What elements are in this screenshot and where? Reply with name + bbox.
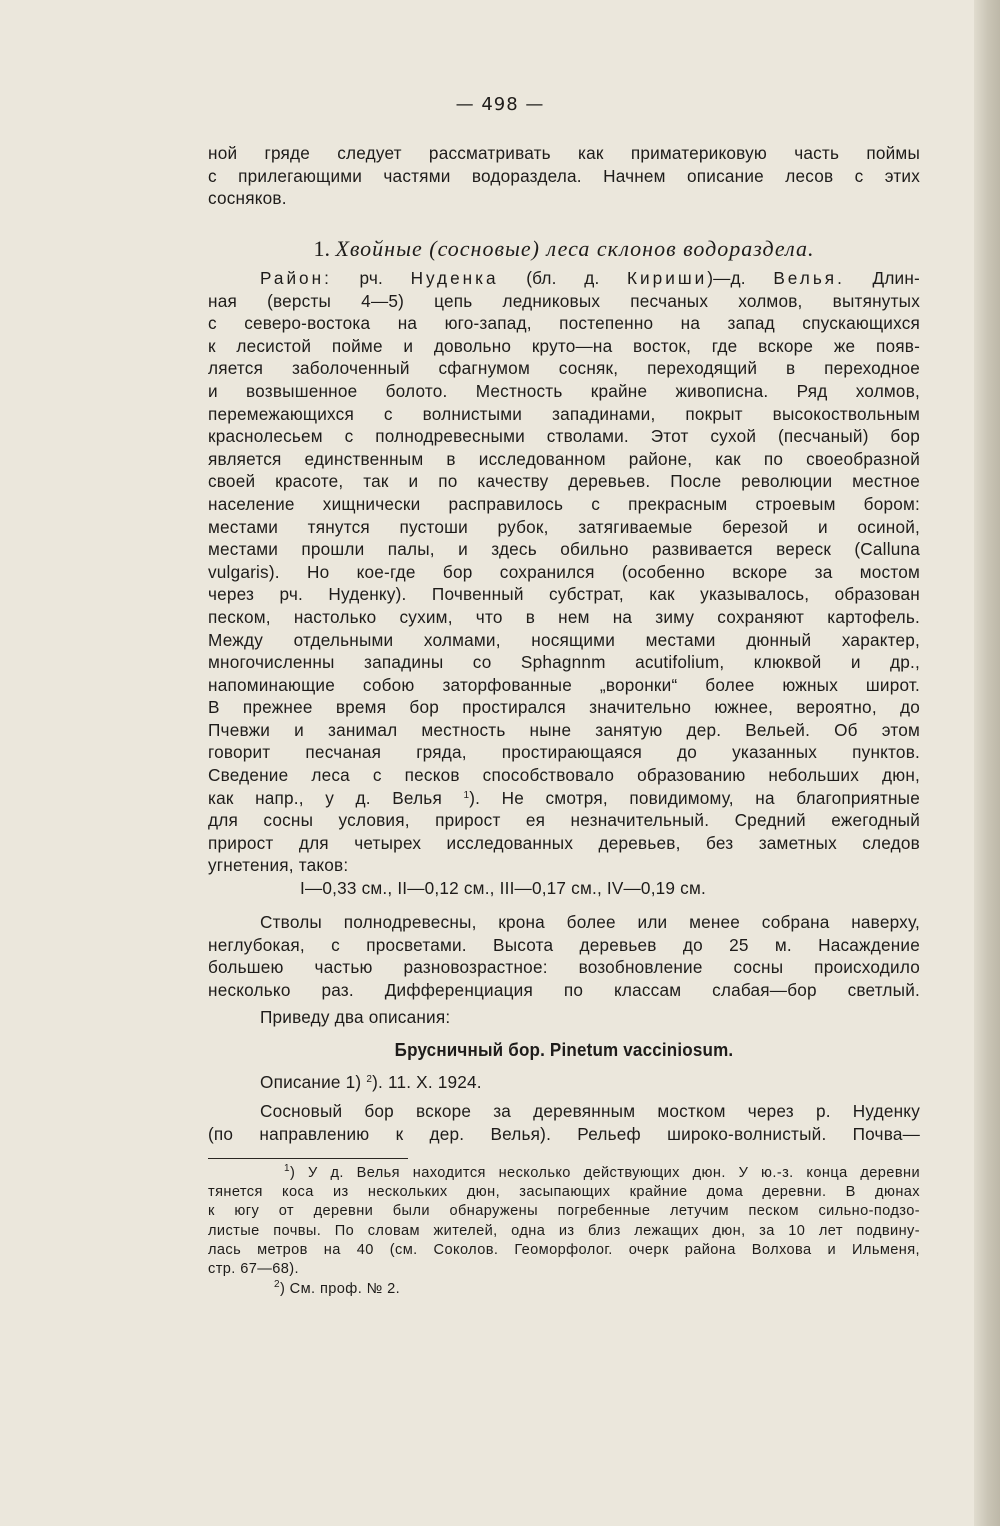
text-line: является единственным в исследованном районе, как по своеобразной xyxy=(208,448,920,469)
place-velya: Велья. xyxy=(773,268,845,288)
text-line: листые почвы. По словам жителей, одна из близ лежащих дюн, за 10 лет подвину- xyxy=(208,1222,920,1239)
page-number: — 498 — xyxy=(455,94,545,115)
text-line: стр. 67—68). xyxy=(208,1260,299,1277)
text-line: местами тянутся пустоши рубок, затягиваемые березой и осиной, xyxy=(208,516,920,537)
text-line: своей красоте, так и по качеству деревьев. После революции местное xyxy=(208,471,920,492)
paren-open: (бл. д. xyxy=(526,268,600,288)
text-line: Пчевжи и занимал местность ныне занятую дер. Вельей. Об этом xyxy=(208,719,920,740)
text-line: угнетения, таков: xyxy=(208,855,349,876)
intro-paragraph xyxy=(208,142,920,210)
text-line: неглубокая, с просветами. Высота деревьев до 25 м. Насаждение xyxy=(208,934,920,955)
text-line: Приведу два описания: xyxy=(260,1007,451,1027)
footnote-1 xyxy=(208,1164,920,1279)
text-line: В прежнее время бор простирался значительно южнее, вероятно, до xyxy=(208,697,920,718)
text-line: Стволы полнодревесны, крона более или менее собрана наверху, xyxy=(260,912,920,932)
text-line: и возвышенное болото. Местность крайне живописна. Ряд холмов, xyxy=(208,380,920,401)
footnote-ref: 1 xyxy=(463,789,470,801)
rayon-label: Район: xyxy=(260,268,332,288)
place-nudenka: Нуденка xyxy=(410,268,499,288)
text-line: перемежающихся с волнистыми западинами, покрыт высокоствольным xyxy=(208,403,920,424)
river-label: рч. xyxy=(359,268,384,288)
text-line xyxy=(208,267,920,290)
text-line: сосняков. xyxy=(208,188,287,209)
text-line: многочисленны западины со Sphagnnm acutifolium, клюквой и др., xyxy=(208,652,920,673)
section-heading xyxy=(208,236,920,262)
description-date: ). 11. X. 1924. xyxy=(372,1072,482,1092)
text-line: говорит песчаная гряда, простирающаяся до указанных пунктов. xyxy=(208,742,920,763)
description-label xyxy=(208,1071,920,1094)
text-line: большею частью разновозрастное: возобновление сосны происходило xyxy=(208,957,920,978)
text-line: к югу от деревни были обнаружены погребенные летучим песком сильно-подзо- xyxy=(208,1203,920,1220)
text-line: к лесистой пойме и довольно круто—на восток, где вскоре же появ- xyxy=(208,335,920,356)
text-line xyxy=(208,1071,920,1094)
text-line: краснолесьем с полнодревесными стволами. Этот сухой (песчаный) бор xyxy=(208,426,920,447)
text-line: с прилегающими частями водораздела. Начнем описание лесов с этих xyxy=(208,165,920,186)
text-line: (по направлению к дер. Велья). Рельеф широко-волнистый. Почва— xyxy=(208,1123,920,1144)
text-line: для сосны условия, прирост ея незначительный. Средний ежегодный xyxy=(208,810,920,831)
line-tail: Длин- xyxy=(872,268,920,288)
subsection-heading: Брусничный бор. Pinetum vacciniosum. xyxy=(394,1039,734,1060)
ref-line-after: ). Не смотря, повидимому, на благоприятные xyxy=(469,787,920,808)
text-line: тянется коса из нескольких дюн, засыпающих крайние дома деревни. В дюнах xyxy=(208,1184,920,1201)
text-line: ная (версты 4—5) цепь ледниковых песчаных холмов, вытянутых xyxy=(208,290,920,311)
footnote-separator xyxy=(208,1158,408,1159)
footnote-mark: 1 xyxy=(284,1163,290,1174)
text-line: через рч. Нуденку). Почвенный субстрат, как указывалось, образован xyxy=(208,584,920,605)
section-number: 1. xyxy=(313,236,330,261)
text-line: с северо-востока на юго-запад, постепенно на запад спускающихся xyxy=(208,313,920,334)
paragraph-description xyxy=(208,1100,920,1145)
text-line xyxy=(208,1280,920,1299)
text-line xyxy=(208,1164,920,1183)
text-line: Сосновый бор вскоре за деревянным мостком через р. Нуденку xyxy=(260,1101,920,1121)
footnote-mark: 2 xyxy=(274,1279,280,1290)
growth-values: I—0,33 см., II—0,12 см., III—0,17 см., IV—0,19 см. xyxy=(300,878,706,899)
text-line: несколько раз. Дифференциация по классам слабая—бор светлый. xyxy=(208,979,920,1000)
book-spine-shadow xyxy=(974,0,1000,1526)
text-line: прирост для четырех исследованных деревьев, без заметных следов xyxy=(208,832,920,853)
text-line: Сведение леса с песков способствовало образованию небольших дюн, xyxy=(208,765,920,786)
text-line: местами прошли палы, и здесь обильно развивается вереск (Calluna xyxy=(208,539,920,560)
text-line: Между отдельными холмами, носящими местами дюнный характер, xyxy=(208,629,920,650)
text-line: vulgaris). Но кое-где бор сохранился (особенно вскоре за мостом xyxy=(208,561,920,582)
footnote-text: ) См. проф. № 2. xyxy=(279,1281,401,1297)
footnote-ref: 2 xyxy=(366,1074,373,1085)
paragraph-stems xyxy=(208,911,920,1001)
text-line xyxy=(208,787,920,810)
section-title: Хвойные (сосновые) леса склонов водораздела. xyxy=(335,236,815,261)
place-kirishi: Кириши xyxy=(627,268,708,288)
footnote-2 xyxy=(208,1280,920,1299)
main-paragraph xyxy=(208,267,920,900)
text-line: ляется заболоченный сфагнумом сосняк, переходящий в переходное xyxy=(208,358,920,379)
description-number: Описание 1) xyxy=(260,1072,362,1092)
text-line: ной гряде следует рассматривать как приматериковую часть поймы xyxy=(208,143,920,163)
text-line: лась метров на 40 (см. Соколов. Геоморфолог. очерк района Волхова и Ильменя, xyxy=(208,1241,920,1258)
text-line: напоминающие собою заторфованные „воронки“ более южных широт. xyxy=(208,674,920,695)
text-line: население хищнически расправилось с прекрасным строевым бором: xyxy=(208,493,920,514)
paren-close: )—д. xyxy=(707,268,746,288)
paragraph-intro-descriptions xyxy=(208,1006,920,1029)
ref-line-before: как напр., у д. Велья xyxy=(208,787,442,808)
text-line: песком, настолько сухим, что в нем на зиму сохраняют картофель. xyxy=(208,606,920,627)
footnote-text: ) У д. Велья находится несколько действующих дюн. У ю.-з. конца деревни xyxy=(289,1165,920,1181)
